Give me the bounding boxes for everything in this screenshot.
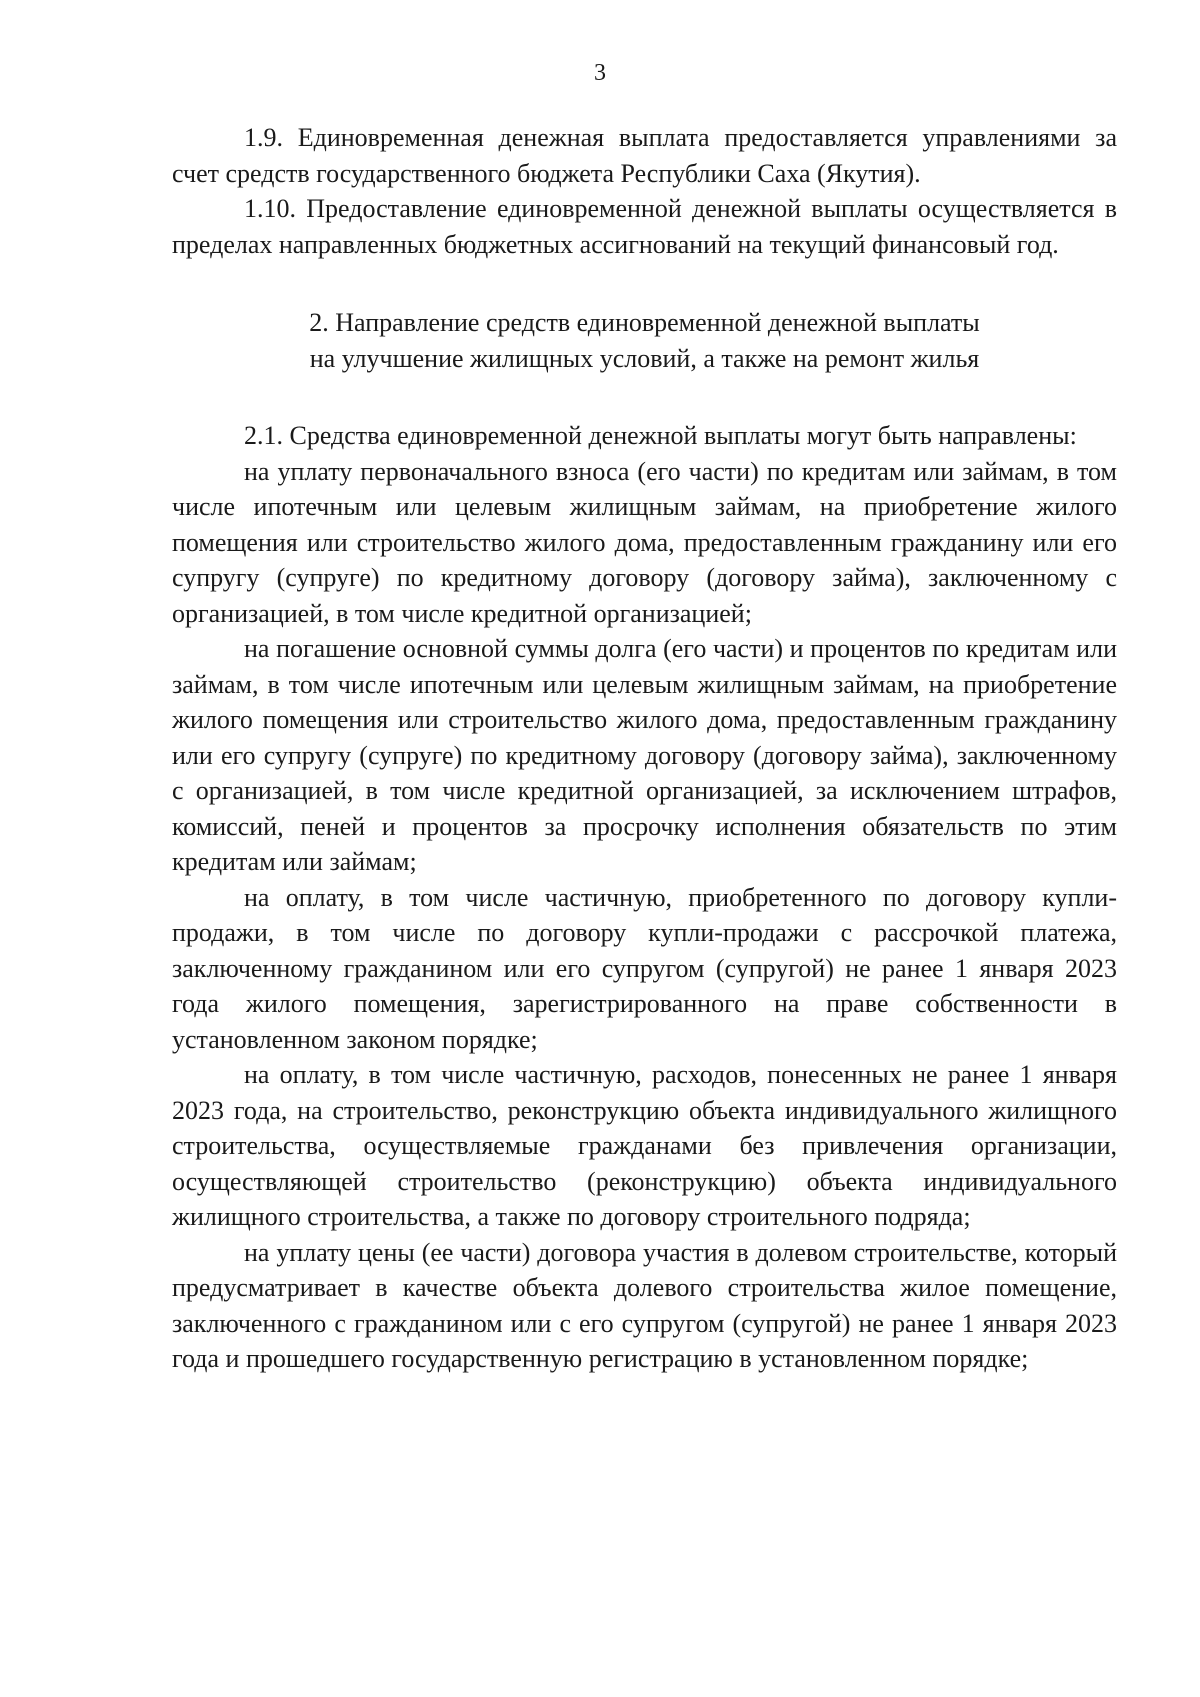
list-item-construction-expenses: на оплату, в том числе частичную, расходов, понесенных не ранее 1 января 2023 года, на строительство, реконструкцию объекта индивидуального жилищного строительства, осуществляемые гражданами без привлечения организации, осуществляющей строительство (реконструкцию) объекта индивидуального жилищного строительства, а также по договору строительного подряда;	[172, 1060, 1117, 1231]
section-2-heading-line-1: 2. Направление средств единовременной денежной выплаты	[309, 308, 980, 337]
section-2-heading	[172, 305, 1117, 376]
document-body	[172, 120, 1117, 1377]
section-2-heading-line-2: на улучшение жилищных условий, а также на ремонт жилья	[309, 343, 980, 373]
list-item-initial-payment: на уплату первоначального взноса (его части) по кредитам или займам, в том числе ипотечным или целевым жилищным займам, на приобретение жилого помещения или строительство жилого дома, предоставленным гражданину или его супругу (супруге) по кредитному договору (договору займа), заключенному с организацией, в том числе кредитной организацией;	[172, 456, 1117, 628]
list-item-shared-construction: на уплату цены (ее части) договора участия в долевом строительстве, который предусматривает в качестве объекта долевого строительства жилое помещение, заключенного с гражданином или с его супругом (супругой) не ранее 1 января 2023 года и прошедшего государственную регистрацию в установленном порядке;	[172, 1237, 1117, 1373]
paragraph-1-9: 1.9. Единовременная денежная выплата предоставляется управлениями за счет средств государственного бюджета Республики Саха (Якутия).	[172, 123, 1117, 188]
list-item-purchase-payment: на оплату, в том числе частичную, приобретенного по договору купли-продажи, в том числе по договору купли-продажи с рассрочкой платежа, заключенному гражданином или его супругом (супругой) не ранее 1 января 2023 года жилого помещения, зарегистрированного на праве собственности в установленном законом порядке;	[172, 882, 1117, 1054]
paragraph-2-1: 2.1. Средства единовременной денежной выплаты могут быть направлены:	[244, 421, 1077, 450]
page-number: 3	[594, 60, 606, 86]
list-item-loan-repayment: на погашение основной суммы долга (его части) и процентов по кредитам или займам, в том числе ипотечным или целевым жилищным займам, на приобретение жилого помещения или строительство жилого дома, предоставленным гражданину или его супругу (супруге) по кредитному договору (договору займа), заключенному с организацией, в том числе кредитной организацией, за исключением штрафов, комиссий, пеней и процентов за просрочку исполнения обязательств по этим кредитам или займам;	[172, 634, 1117, 876]
paragraph-1-10: 1.10. Предоставление единовременной денежной выплаты осуществляется в пределах направленных бюджетных ассигнований на текущий финансовый год.	[172, 194, 1117, 259]
